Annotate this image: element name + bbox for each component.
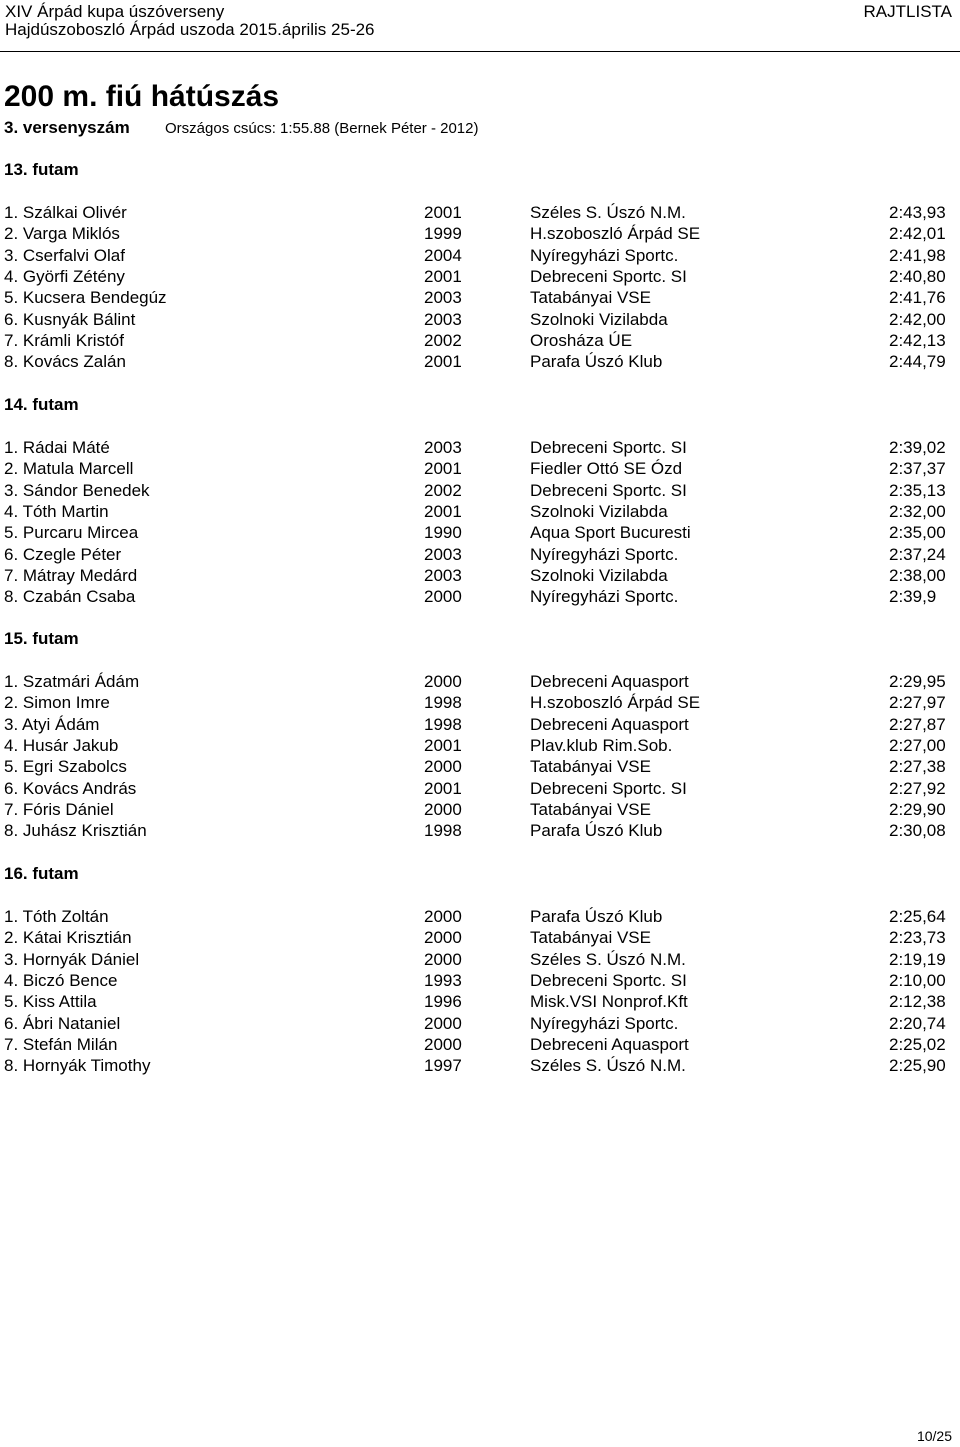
table-row <box>0 566 960 587</box>
club-name: Debreceni Sportc. SI <box>530 778 687 798</box>
entry-time: 2:39,02 <box>889 438 946 457</box>
club-name: Orosháza ÚE <box>530 330 633 350</box>
birth-year: 2000 <box>424 672 462 691</box>
entry-time: 2:23,73 <box>889 928 946 948</box>
swimmer-name: 7. Krámli Kristóf <box>4 330 124 350</box>
birth-year: 2004 <box>424 245 462 265</box>
birth-year: 1998 <box>424 714 462 734</box>
swimmer-name: 6. Kovács András <box>4 778 137 798</box>
swimmer-name: 2. Simon Imre <box>4 693 110 713</box>
club-name: Debreceni Aquasport <box>530 672 689 691</box>
club-name: Tatabányai VSE <box>530 288 651 308</box>
club-name: Debreceni Sportc. SI <box>530 266 687 286</box>
club-name: H.szoboszló Árpád SE <box>530 693 701 713</box>
birth-year: 2002 <box>424 330 462 350</box>
event-number: 3. versenyszám <box>4 118 130 137</box>
table-row <box>0 224 960 245</box>
table-row <box>0 331 960 352</box>
table-row <box>0 715 960 736</box>
swimmer-name: 6. Ábri Nataniel <box>4 1013 121 1033</box>
birth-year: 2002 <box>424 480 462 500</box>
table-row <box>0 502 960 523</box>
club-name: Parafa Úszó Klub <box>530 907 663 926</box>
birth-year: 2001 <box>424 352 462 372</box>
table-row <box>0 1056 960 1077</box>
entry-time: 2:29,90 <box>889 799 946 819</box>
entry-time: 2:35,13 <box>889 480 946 500</box>
entry-time: 2:40,80 <box>889 266 946 286</box>
birth-year: 2003 <box>424 288 462 308</box>
page-number: 10/25 <box>916 1428 952 1444</box>
entry-time: 2:42,13 <box>889 330 946 350</box>
birth-year: 2000 <box>424 1013 462 1033</box>
swimmer-name: 7. Mátray Medárd <box>4 565 138 585</box>
national-record: Országos csúcs: 1:55.88 (Bernek Péter - 2012) <box>165 120 479 137</box>
swimmer-name: 3. Cserfalvi Olaf <box>4 245 125 265</box>
table-row <box>0 779 960 800</box>
table-row <box>0 992 960 1013</box>
event-title: 200 m. fiú hátúszás <box>4 80 280 113</box>
birth-year: 2000 <box>424 928 462 948</box>
table-row <box>0 950 960 971</box>
birth-year: 2001 <box>424 266 462 286</box>
birth-year: 2001 <box>424 203 462 222</box>
swimmer-name: 1. Szatmári Ádám <box>4 672 140 691</box>
entry-time: 2:38,00 <box>889 565 946 585</box>
entry-time: 2:25,64 <box>889 907 946 926</box>
entry-time: 2:27,00 <box>889 735 946 755</box>
club-name: Szolnoki Vizilabda <box>530 565 668 585</box>
table-row <box>0 310 960 331</box>
entry-time: 2:42,00 <box>889 309 946 329</box>
swimmer-name: 5. Egri Szabolcs <box>4 757 127 777</box>
club-name: Debreceni Aquasport <box>530 1034 689 1054</box>
heat-title: 15. futam <box>4 629 79 648</box>
heat-title: 13. futam <box>4 160 79 179</box>
table-row <box>0 523 960 544</box>
club-name: Debreceni Sportc. SI <box>530 480 687 500</box>
table-row <box>0 907 960 928</box>
table-row <box>0 459 960 480</box>
club-name: Fiedler Ottó SE Ózd <box>530 459 683 479</box>
birth-year: 2003 <box>424 544 462 564</box>
club-name: Aqua Sport Bucuresti <box>530 523 691 543</box>
swimmer-name: 6. Kusnyák Bálint <box>4 309 136 329</box>
birth-year: 2001 <box>424 735 462 755</box>
entry-time: 2:10,00 <box>889 970 946 990</box>
entry-time: 2:41,76 <box>889 288 946 308</box>
swimmer-name: 4. Husár Jakub <box>4 735 119 755</box>
birth-year: 2000 <box>424 587 462 607</box>
document-type: RAJTLISTA <box>863 2 952 21</box>
birth-year: 2000 <box>424 949 462 969</box>
swimmer-name: 8. Kovács Zalán <box>4 352 126 372</box>
birth-year: 1997 <box>424 1056 462 1076</box>
entry-time: 2:41,98 <box>889 245 946 265</box>
club-name: Debreceni Aquasport <box>530 714 689 734</box>
birth-year: 2003 <box>424 309 462 329</box>
venue-date: Hajdúszoboszló Árpád uszoda 2015.április 25-26 <box>5 20 375 39</box>
header-divider <box>0 51 960 52</box>
entry-time: 2:35,00 <box>889 523 946 543</box>
swimmer-name: 7. Stefán Milán <box>4 1034 118 1054</box>
table-row <box>0 971 960 992</box>
entry-time: 2:37,24 <box>889 544 946 564</box>
birth-year: 2001 <box>424 459 462 479</box>
entry-time: 2:44,79 <box>889 352 946 372</box>
entry-time: 2:12,38 <box>889 992 946 1012</box>
entry-time: 2:27,97 <box>889 693 946 713</box>
table-row <box>0 587 960 608</box>
table-row <box>0 672 960 693</box>
entry-time: 2:19,19 <box>889 949 946 969</box>
swimmer-name: 2. Varga Miklós <box>4 224 120 244</box>
entry-time: 2:27,38 <box>889 757 946 777</box>
birth-year: 2001 <box>424 778 462 798</box>
entry-time: 2:37,37 <box>889 459 946 479</box>
birth-year: 1998 <box>424 693 462 713</box>
club-name: Debreceni Sportc. SI <box>530 970 687 990</box>
entry-time: 2:27,92 <box>889 778 946 798</box>
table-row <box>0 1035 960 1056</box>
table-row <box>0 438 960 459</box>
competition-name: XIV Árpád kupa úszóverseny <box>5 2 225 21</box>
swimmer-name: 4. Györfi Zétény <box>4 266 125 286</box>
page-header <box>0 0 960 58</box>
birth-year: 1993 <box>424 970 462 990</box>
birth-year: 2001 <box>424 501 462 521</box>
swimmer-name: 1. Szálkai Olivér <box>4 203 127 222</box>
table-row <box>0 545 960 566</box>
table-row <box>0 1014 960 1035</box>
club-name: Szolnoki Vizilabda <box>530 309 668 329</box>
entry-time: 2:29,95 <box>889 672 946 691</box>
club-name: Széles S. Úszó N.M. <box>530 1056 686 1076</box>
entry-time: 2:27,87 <box>889 714 946 734</box>
entry-time: 2:39,9 <box>889 587 937 607</box>
table-row <box>0 800 960 821</box>
birth-year: 2003 <box>424 565 462 585</box>
club-name: Misk.VSI Nonprof.Kft <box>530 992 688 1012</box>
table-row <box>0 267 960 288</box>
table-row <box>0 481 960 502</box>
swimmer-name: 6. Czegle Péter <box>4 544 122 564</box>
entry-time: 2:42,01 <box>889 224 946 244</box>
club-name: Tatabányai VSE <box>530 928 651 948</box>
birth-year: 2003 <box>424 438 462 457</box>
entry-time: 2:43,93 <box>889 203 946 222</box>
club-name: Széles S. Úszó N.M. <box>530 203 686 222</box>
swimmer-name: 5. Kucsera Bendegúz <box>4 288 167 308</box>
table-row <box>0 821 960 842</box>
table-row <box>0 693 960 714</box>
club-name: Parafa Úszó Klub <box>530 821 663 841</box>
table-row <box>0 203 960 224</box>
swimmer-name: 4. Biczó Bence <box>4 970 118 990</box>
club-name: Tatabányai VSE <box>530 757 651 777</box>
heat-title: 14. futam <box>4 395 79 414</box>
club-name: Nyíregyházi Sportc. <box>530 245 679 265</box>
table-row <box>0 757 960 778</box>
swimmer-name: 4. Tóth Martin <box>4 501 109 521</box>
swimmer-name: 1. Rádai Máté <box>4 438 110 457</box>
entry-time: 2:20,74 <box>889 1013 946 1033</box>
heat-title: 16. futam <box>4 864 79 883</box>
club-name: Plav.klub Rim.Sob. <box>530 735 673 755</box>
swimmer-name: 8. Czabán Csaba <box>4 587 136 607</box>
entry-time: 2:32,00 <box>889 501 946 521</box>
swimmer-name: 1. Tóth Zoltán <box>4 907 109 926</box>
table-row <box>0 246 960 267</box>
entry-time: 2:30,08 <box>889 821 946 841</box>
table-row <box>0 928 960 949</box>
swimmer-name: 3. Hornyák Dániel <box>4 949 140 969</box>
birth-year: 2000 <box>424 799 462 819</box>
swimmer-name: 8. Juhász Krisztián <box>4 821 147 841</box>
entry-time: 2:25,90 <box>889 1056 946 1076</box>
swimmer-name: 5. Purcaru Mircea <box>4 523 139 543</box>
table-row <box>0 352 960 373</box>
swimmer-name: 8. Hornyák Timothy <box>4 1056 151 1076</box>
swimmer-name: 2. Kátai Krisztián <box>4 928 132 948</box>
birth-year: 2000 <box>424 1034 462 1054</box>
birth-year: 1999 <box>424 224 462 244</box>
club-name: Széles S. Úszó N.M. <box>530 949 686 969</box>
club-name: Nyíregyházi Sportc. <box>530 1013 679 1033</box>
swimmer-name: 2. Matula Marcell <box>4 459 134 479</box>
birth-year: 2000 <box>424 907 462 926</box>
club-name: Debreceni Sportc. SI <box>530 438 687 457</box>
swimmer-name: 3. Atyi Ádám <box>4 714 100 734</box>
birth-year: 1990 <box>424 523 462 543</box>
entry-time: 2:25,02 <box>889 1034 946 1054</box>
birth-year: 2000 <box>424 757 462 777</box>
club-name: Nyíregyházi Sportc. <box>530 544 679 564</box>
club-name: Nyíregyházi Sportc. <box>530 587 679 607</box>
club-name: Tatabányai VSE <box>530 799 651 819</box>
swimmer-name: 3. Sándor Benedek <box>4 480 150 500</box>
club-name: H.szoboszló Árpád SE <box>530 224 701 244</box>
club-name: Szolnoki Vizilabda <box>530 501 668 521</box>
birth-year: 1996 <box>424 992 462 1012</box>
swimmer-name: 5. Kiss Attila <box>4 992 97 1012</box>
table-row <box>0 736 960 757</box>
club-name: Parafa Úszó Klub <box>530 352 663 372</box>
table-row <box>0 288 960 309</box>
swimmer-name: 7. Fóris Dániel <box>4 799 114 819</box>
birth-year: 1998 <box>424 821 462 841</box>
